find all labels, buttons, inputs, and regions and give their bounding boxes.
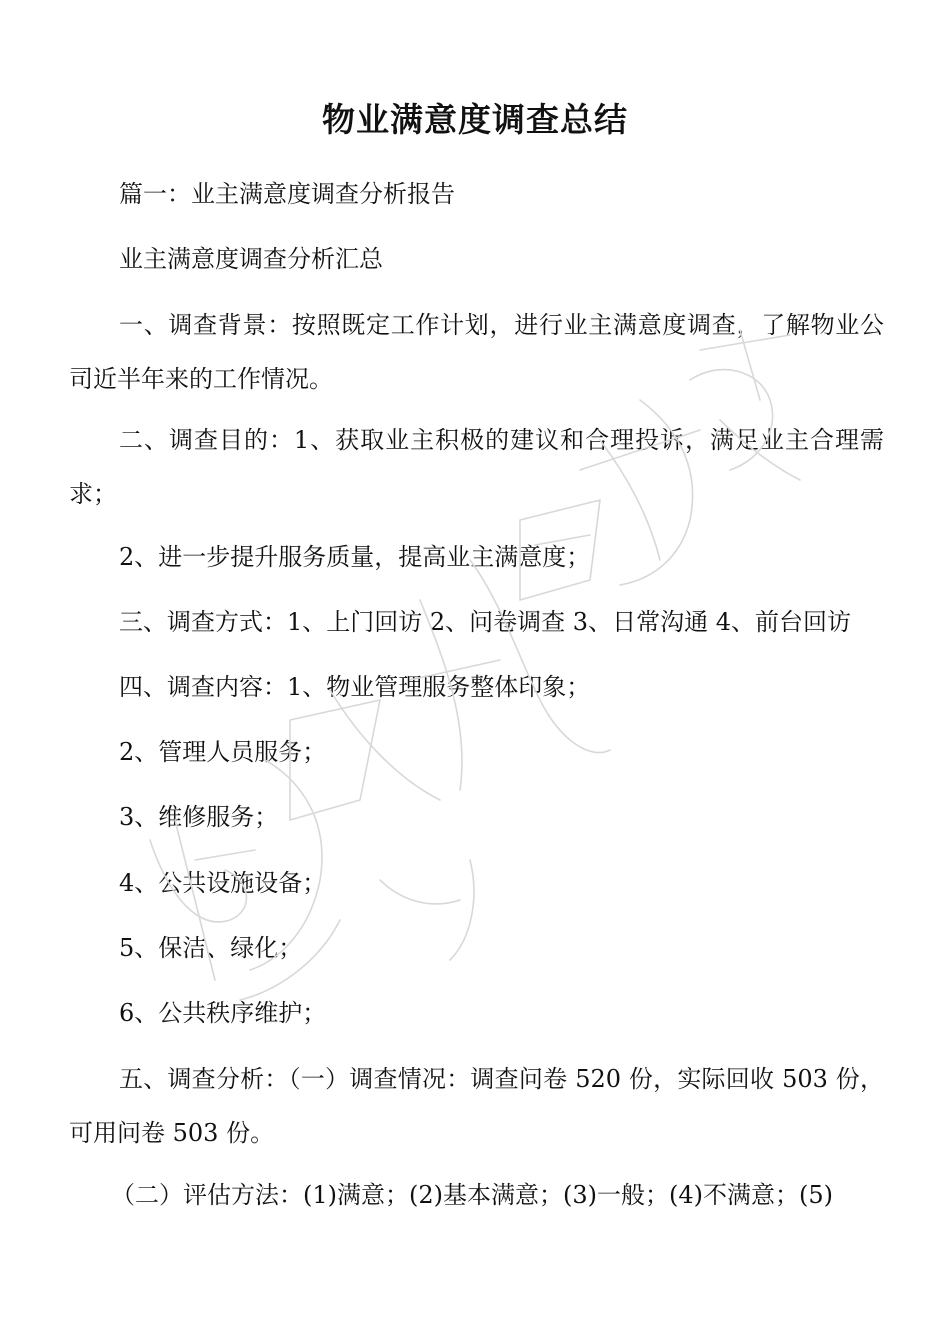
- paragraph-analysis: 五、调查分析：（一）调查情况：调查问卷 520 份，实际回收 503 份，可用问卷 503 份。: [69, 1065, 884, 1147]
- paragraph-content: 四、调查内容：1、物业管理服务整体印象；: [119, 673, 591, 701]
- paragraph-background: 一、调查背景：按照既定工作计划，进行业主满意度调查，了解物业公司近半年来的工作情况。: [69, 311, 884, 393]
- list-item: 6、公共秩序维护；: [119, 999, 327, 1027]
- list-item: 5、保洁、绿化；: [119, 934, 303, 962]
- paragraph-method: 三、调查方式：1、上门回访 2、问卷调查 3、日常沟通 4、前台回访: [119, 608, 851, 636]
- subheading: 业主满意度调查分析汇总: [119, 245, 383, 273]
- list-item: 4、公共设施设备；: [119, 869, 327, 897]
- list-item: 3、维修服务；: [119, 803, 279, 831]
- page-title: 物业满意度调查总结: [322, 100, 628, 139]
- paragraph-purpose-2: 2、进一步提升服务质量，提高业主满意度；: [119, 543, 591, 571]
- paragraph-purpose: 二、调查目的：1、获取业主积极的建议和合理投诉，满足业主合理需求；: [69, 426, 884, 508]
- section-heading: 篇一：业主满意度调查分析报告: [119, 180, 455, 208]
- list-item: 2、管理人员服务；: [119, 738, 327, 766]
- paragraph-evaluation: （二）评估方法：(1)满意；(2)基本满意；(3)一般；(4)不满意；(5): [111, 1181, 833, 1209]
